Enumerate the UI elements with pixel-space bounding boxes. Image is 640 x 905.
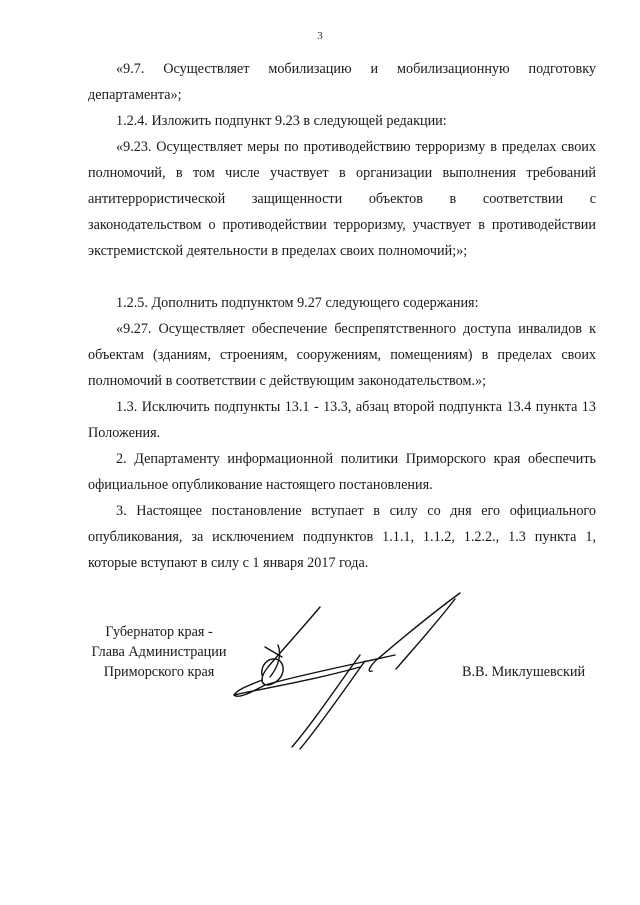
handwritten-signature xyxy=(220,585,480,755)
paragraph-1-2-5: 1.2.5. Дополнить подпунктом 9.27 следующего содержания: xyxy=(116,295,479,311)
signatory-name: В.В. Миклушевский xyxy=(462,664,586,680)
paragraph-9-23: «9.23. Осуществляет меры по противодействию терроризму в пределах своих полномочий, в том числе участвует в организации выполнения требований антитеррористической защищенности объектов в соответствии с законодательством о противодействии терроризму, участвует в противодействии экстремистской деятельности в пределах своих полномочий;»; xyxy=(88,139,596,259)
signatory-title-line: Губернатор края - xyxy=(105,624,213,640)
signatory-title-line: Приморского края xyxy=(103,664,215,680)
paragraph-9-7: «9.7. Осуществляет мобилизацию и мобилизационную подготовку департамента»; xyxy=(88,61,596,103)
page-number: 3 xyxy=(317,30,323,42)
paragraph-1-2-4: 1.2.4. Изложить подпункт 9.23 в следующей редакции: xyxy=(116,113,447,129)
paragraph-1-3: 1.3. Исключить подпункты 13.1 - 13.3, абзац второй подпункта 13.4 пункта 13 Положения. xyxy=(88,399,596,441)
signatory-title xyxy=(84,622,234,682)
signatory-title-line: Глава Администрации xyxy=(91,644,227,660)
paragraph-3: 3. Настоящее постановление вступает в силу со дня его официального опубликования, за исключением подпунктов 1.1.1, 1.1.2, 1.2.2., 1.3 пункта 1, которые вступают в силу с 1 января 2017 года. xyxy=(88,503,596,571)
paragraph-2: 2. Департаменту информационной политики Приморского края обеспечить официальное опубликование настоящего постановления. xyxy=(88,451,596,493)
paragraph-9-27: «9.27. Осуществляет обеспечение беспрепятственного доступа инвалидов к объектам (зданиям, строениям, сооружениям, помещениям) в пределах своих полномочий в соответствии с действующим законодательством.»; xyxy=(88,321,596,389)
